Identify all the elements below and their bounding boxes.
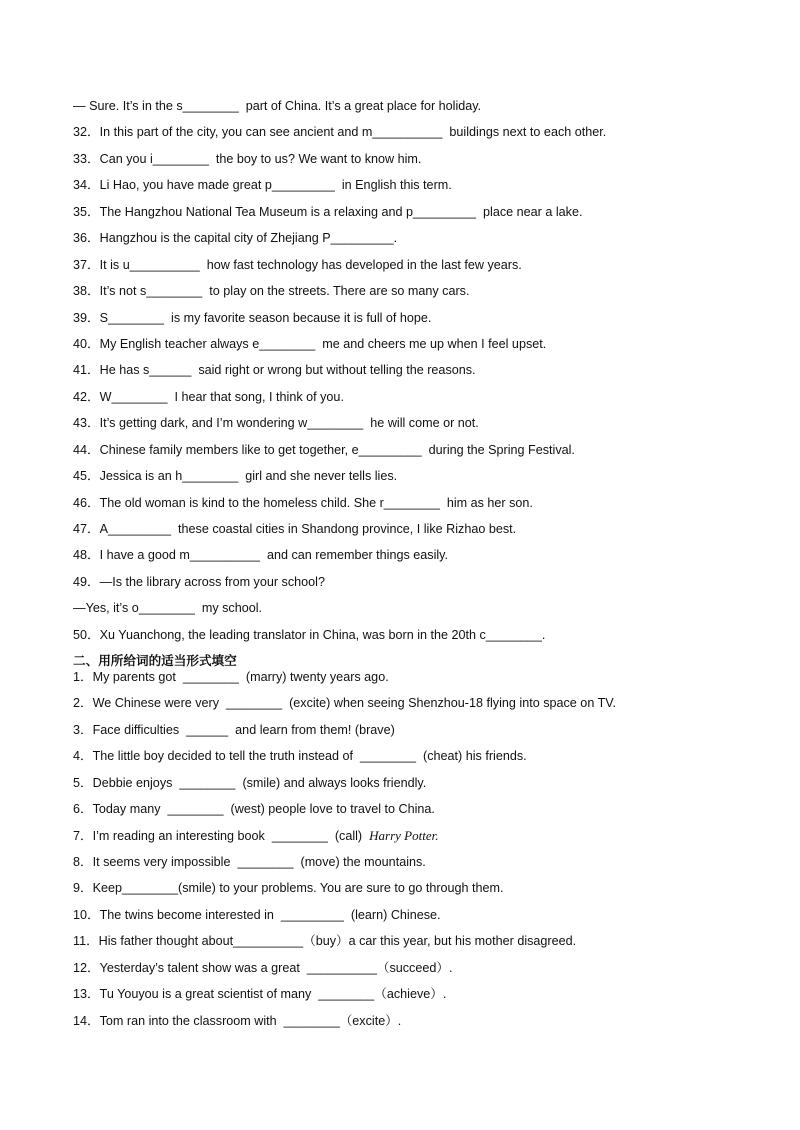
section-one-line: 39．S________ is my favorite season because it is full of hope.: [73, 311, 432, 325]
section-one-line: 50．Xu Yuanchong, the leading translator in China, was born in the 20th c________.: [73, 628, 546, 642]
section-one-line: 34．Li Hao, you have made great p_________ in English this term.: [73, 178, 452, 192]
section-one-line: 42．W________ I hear that song, I think of you.: [73, 390, 344, 404]
section-one-line: 35．The Hangzhou National Tea Museum is a relaxing and p_________ place near a lake.: [73, 205, 583, 219]
section-one-line: 44．Chinese family members like to get together, e_________ during the Spring Festival.: [73, 443, 575, 457]
section-two-heading: 二、用所给词的适当形式填空: [73, 653, 237, 668]
section-two-line: 4．The little boy decided to tell the truth instead of ________ (cheat) his friends.: [73, 749, 527, 763]
section-one-line: 41．He has s______ said right or wrong but without telling the reasons.: [73, 363, 476, 377]
section-two-line: 1．My parents got ________ (marry) twenty years ago.: [73, 670, 389, 684]
section-two-line: 2．We Chinese were very ________ (excite) when seeing Shenzhou-18 flying into space on TV.: [73, 696, 617, 710]
section-one-line: 49．—Is the library across from your school?: [73, 575, 325, 589]
section-one-line: 36．Hangzhou is the capital city of Zhejiang P_________.: [73, 231, 398, 245]
section-two-line: 8．It seems very impossible ________ (move) the mountains.: [73, 855, 426, 869]
section-two-line: 14．Tom ran into the classroom with ________（excite）.: [73, 1014, 402, 1028]
section-two-line: 12．Yesterday’s talent show was a great __________（succeed）.: [73, 961, 453, 975]
section-two-line: 10．The twins become interested in _________ (learn) Chinese.: [73, 908, 441, 922]
section-two-line-with-title: [73, 828, 800, 844]
section-one-line: 46．The old woman is kind to the homeless child. She r________ him as her son.: [73, 496, 533, 510]
section-one-line: 48．I have a good m__________ and can remember things easily.: [73, 548, 449, 562]
section-two-line: 11．His father thought about__________（buy）a car this year, but his mother disagreed.: [73, 934, 577, 948]
section-two-line: 3．Face difficulties ______ and learn from them! (brave): [73, 723, 395, 737]
section-one-line: — Sure. It’s in the s________ part of China. It’s a great place for holiday.: [73, 99, 482, 113]
section-one-line: 37．It is u__________ how fast technology has developed in the last few years.: [73, 258, 522, 272]
section-two-line: 6．Today many ________ (west) people love to travel to China.: [73, 802, 435, 816]
section-two-line: 13．Tu Youyou is a great scientist of many ________（achieve）.: [73, 987, 447, 1001]
section-one-line: 32．In this part of the city, you can see ancient and m__________ buildings next to each other.: [73, 125, 607, 139]
section-two-line: 7．I’m reading an interesting book ________ (call): [73, 829, 363, 843]
section-one-line: 43．It’s getting dark, and I’m wondering w________ he will come or not.: [73, 416, 479, 430]
section-one-line: —Yes, it’s o________ my school.: [73, 601, 263, 615]
book-title: Harry Potter.: [369, 828, 439, 843]
section-one-line: 38．It’s not s________ to play on the streets. There are so many cars.: [73, 284, 470, 298]
section-one-line: 45．Jessica is an h________ girl and she never tells lies.: [73, 469, 398, 483]
section-one-line: 33．Can you i________ the boy to us? We want to know him.: [73, 152, 422, 166]
section-two-line: 5．Debbie enjoys ________ (smile) and always looks friendly.: [73, 776, 427, 790]
section-one-line: 47．A_________ these coastal cities in Shandong province, I like Rizhao best.: [73, 522, 517, 536]
section-two-line: 9．Keep________(smile) to your problems. You are sure to go through them.: [73, 881, 504, 895]
section-one-line: 40．My English teacher always e________ me and cheers me up when I feel upset.: [73, 337, 547, 351]
